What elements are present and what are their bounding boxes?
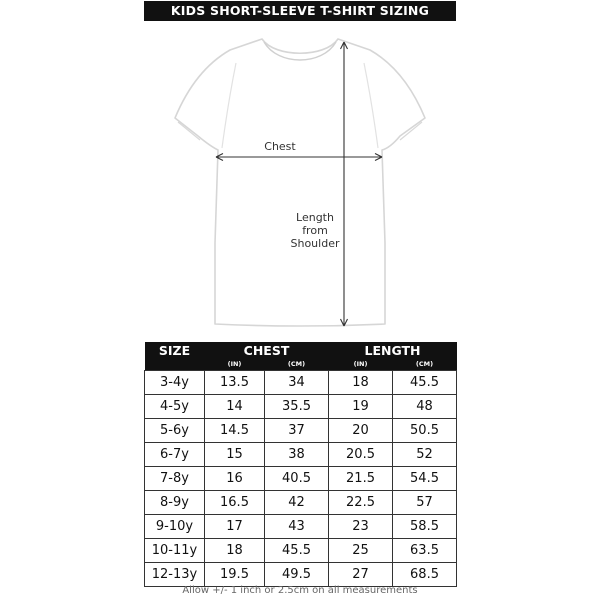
table-row xyxy=(145,491,457,515)
chest-in-cell: 13.5 xyxy=(205,371,265,395)
table-row xyxy=(145,515,457,539)
chest-in-cell: 19.5 xyxy=(205,563,265,587)
chest-cm-cell: 40.5 xyxy=(265,467,329,491)
length-cm-cell: 57 xyxy=(393,491,457,515)
size-header: SIZE xyxy=(145,342,205,371)
chest-in-cell: 16 xyxy=(205,467,265,491)
page-title: KIDS SHORT-SLEEVE T-SHIRT SIZING xyxy=(144,1,456,21)
size-cell: 7-8y xyxy=(145,467,205,491)
size-cell: 12-13y xyxy=(145,563,205,587)
length-cm-cell: 52 xyxy=(393,443,457,467)
length-in-cell: 19 xyxy=(329,395,393,419)
length-cm-cell: 45.5 xyxy=(393,371,457,395)
table-row xyxy=(145,419,457,443)
length-label: Length from Shoulder xyxy=(290,211,340,250)
length-unit-cm: (CM) xyxy=(393,359,457,371)
chest-in-cell: 14 xyxy=(205,395,265,419)
length-unit-in: (IN) xyxy=(329,359,393,371)
chest-header: CHEST xyxy=(205,342,329,359)
size-cell: 5-6y xyxy=(145,419,205,443)
table-row xyxy=(145,563,457,587)
table-row xyxy=(145,395,457,419)
size-cell: 10-11y xyxy=(145,539,205,563)
chest-label: Chest xyxy=(260,140,300,153)
table-row xyxy=(145,371,457,395)
chest-cm-cell: 43 xyxy=(265,515,329,539)
size-cell: 9-10y xyxy=(145,515,205,539)
length-cm-cell: 54.5 xyxy=(393,467,457,491)
chest-cm-cell: 42 xyxy=(265,491,329,515)
chest-in-cell: 16.5 xyxy=(205,491,265,515)
length-in-cell: 20.5 xyxy=(329,443,393,467)
tshirt-diagram xyxy=(140,28,460,333)
length-cm-cell: 58.5 xyxy=(393,515,457,539)
length-in-cell: 25 xyxy=(329,539,393,563)
measurement-footnote: Allow +/- 1 inch or 2.5cm on all measurements xyxy=(182,585,418,596)
chest-in-cell: 18 xyxy=(205,539,265,563)
chest-in-cell: 15 xyxy=(205,443,265,467)
length-cm-cell: 50.5 xyxy=(393,419,457,443)
chest-unit-cm: (CM) xyxy=(265,359,329,371)
chest-in-cell: 14.5 xyxy=(205,419,265,443)
length-cm-cell: 63.5 xyxy=(393,539,457,563)
chest-cm-cell: 37 xyxy=(265,419,329,443)
length-in-cell: 21.5 xyxy=(329,467,393,491)
table-row xyxy=(145,443,457,467)
table-row xyxy=(145,467,457,491)
table-header-row xyxy=(145,342,457,359)
size-table xyxy=(144,342,457,587)
chest-cm-cell: 38 xyxy=(265,443,329,467)
chest-cm-cell: 45.5 xyxy=(265,539,329,563)
size-cell: 8-9y xyxy=(145,491,205,515)
chest-cm-cell: 49.5 xyxy=(265,563,329,587)
size-cell: 3-4y xyxy=(145,371,205,395)
tshirt-outline xyxy=(175,39,425,326)
size-cell: 4-5y xyxy=(145,395,205,419)
length-in-cell: 22.5 xyxy=(329,491,393,515)
length-header: LENGTH xyxy=(329,342,457,359)
chest-in-cell: 17 xyxy=(205,515,265,539)
length-in-cell: 20 xyxy=(329,419,393,443)
length-cm-cell: 48 xyxy=(393,395,457,419)
size-cell: 6-7y xyxy=(145,443,205,467)
chest-unit-in: (IN) xyxy=(205,359,265,371)
chest-cm-cell: 35.5 xyxy=(265,395,329,419)
length-in-cell: 23 xyxy=(329,515,393,539)
length-in-cell: 27 xyxy=(329,563,393,587)
chest-cm-cell: 34 xyxy=(265,371,329,395)
length-in-cell: 18 xyxy=(329,371,393,395)
length-cm-cell: 68.5 xyxy=(393,563,457,587)
table-row xyxy=(145,539,457,563)
tshirt-illustration xyxy=(140,28,460,333)
